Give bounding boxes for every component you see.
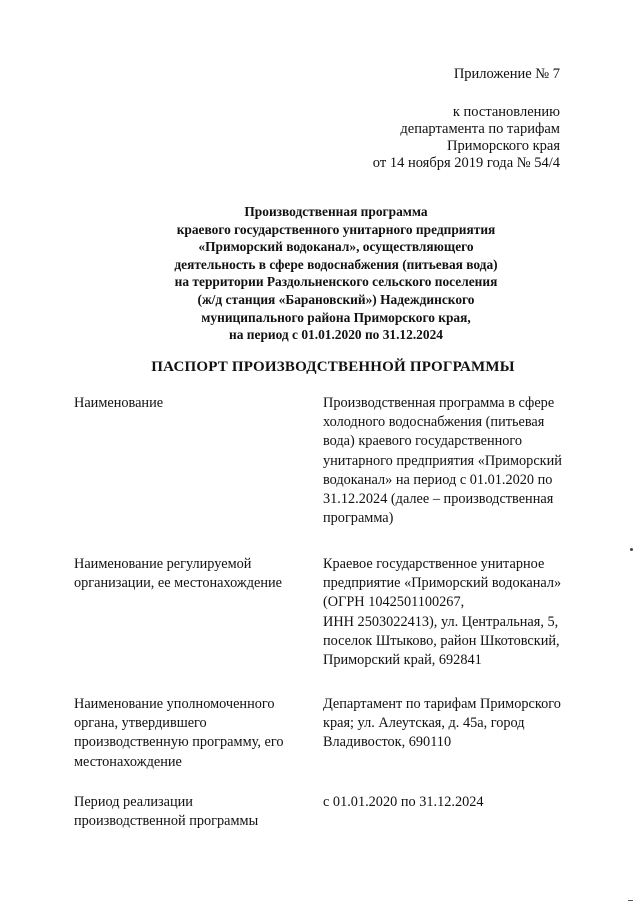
program-title-line: «Приморский водоканал», осуществляющего — [198, 239, 474, 255]
passport-row-label — [74, 394, 310, 413]
value-line: поселок Штыково, район Шкотовский, — [323, 632, 560, 649]
value-line: Приморский край, 692841 — [323, 652, 482, 669]
label-line: Наименование регулируемой — [74, 556, 252, 572]
passport-heading: ПАСПОРТ ПРОИЗВОДСТВЕННОЙ ПРОГРАММЫ — [151, 359, 515, 375]
passport-row-value — [323, 695, 588, 753]
appendix-title: Приложение № 7 — [453, 66, 560, 82]
label-line: Период реализации — [74, 794, 193, 810]
label-line: органа, утвердившего — [74, 715, 207, 732]
appendix-line: Приморского края — [446, 138, 560, 154]
program-title-line: муниципального района Приморского края, — [201, 309, 471, 325]
label-line: местонахождение — [74, 753, 182, 770]
value-line: программа) — [323, 510, 394, 527]
value-line: унитарного предприятия «Приморский — [323, 452, 562, 469]
value-line: ИНН 2503022413), ул. Центральная, 5, — [323, 613, 559, 630]
value-line: (ОГРН 1042501100267, — [323, 594, 465, 611]
value-line: Производственная программа в сфере — [323, 395, 555, 411]
value-line: с 01.01.2020 по 31.12.2024 — [323, 794, 484, 810]
value-line: предприятие «Приморский водоканал» — [323, 575, 562, 592]
program-title-line: Производственная программа — [244, 204, 428, 219]
passport-row-label — [74, 695, 310, 772]
appendix-reference — [0, 104, 560, 172]
value-line: 31.12.2024 (далее – производственная — [323, 491, 554, 508]
label-line: Наименование — [74, 395, 164, 411]
value-line: Департамент по тарифам Приморского — [323, 696, 561, 712]
program-title-line: на период с 01.01.2020 по 31.12.2024 — [229, 327, 443, 343]
scan-speck — [630, 548, 633, 551]
program-title-line: на территории Раздольненского сельского поселения — [174, 274, 498, 290]
value-line: края; ул. Алеутская, д. 45а, город — [323, 715, 525, 732]
label-line: производственной программы — [74, 813, 259, 830]
value-line: холодного водоснабжения (питьевая — [323, 414, 545, 431]
label-line: производственную программу, его — [74, 734, 284, 751]
label-line: организации, ее местонахождение — [74, 575, 283, 592]
passport-row-label — [74, 555, 310, 593]
value-line: водоканал» на период с 01.01.2020 по — [323, 471, 553, 488]
program-title-line: (ж/д станция «Барановский») Надеждинского — [197, 291, 475, 307]
value-line: вода) краевого государственного — [323, 433, 523, 450]
passport-row-value — [323, 555, 588, 670]
appendix-line: департамента по тарифам — [400, 121, 560, 137]
value-line: Краевое государственное унитарное — [323, 556, 545, 572]
passport-row-label — [74, 793, 310, 831]
value-line: Владивосток, 690110 — [323, 734, 452, 751]
appendix-line: от 14 ноября 2019 года № 54/4 — [372, 155, 560, 171]
program-title — [0, 203, 640, 344]
label-line: Наименование уполномоченного — [74, 696, 275, 712]
passport-row-value — [323, 394, 588, 528]
program-title-line: деятельность в сфере водоснабжения (питьевая вода) — [174, 256, 498, 272]
appendix-line: к постановлению — [452, 104, 560, 120]
scan-speck — [628, 900, 633, 901]
passport-row-value — [323, 793, 588, 812]
program-title-line: краевого государственного унитарного предприятия — [176, 221, 496, 237]
